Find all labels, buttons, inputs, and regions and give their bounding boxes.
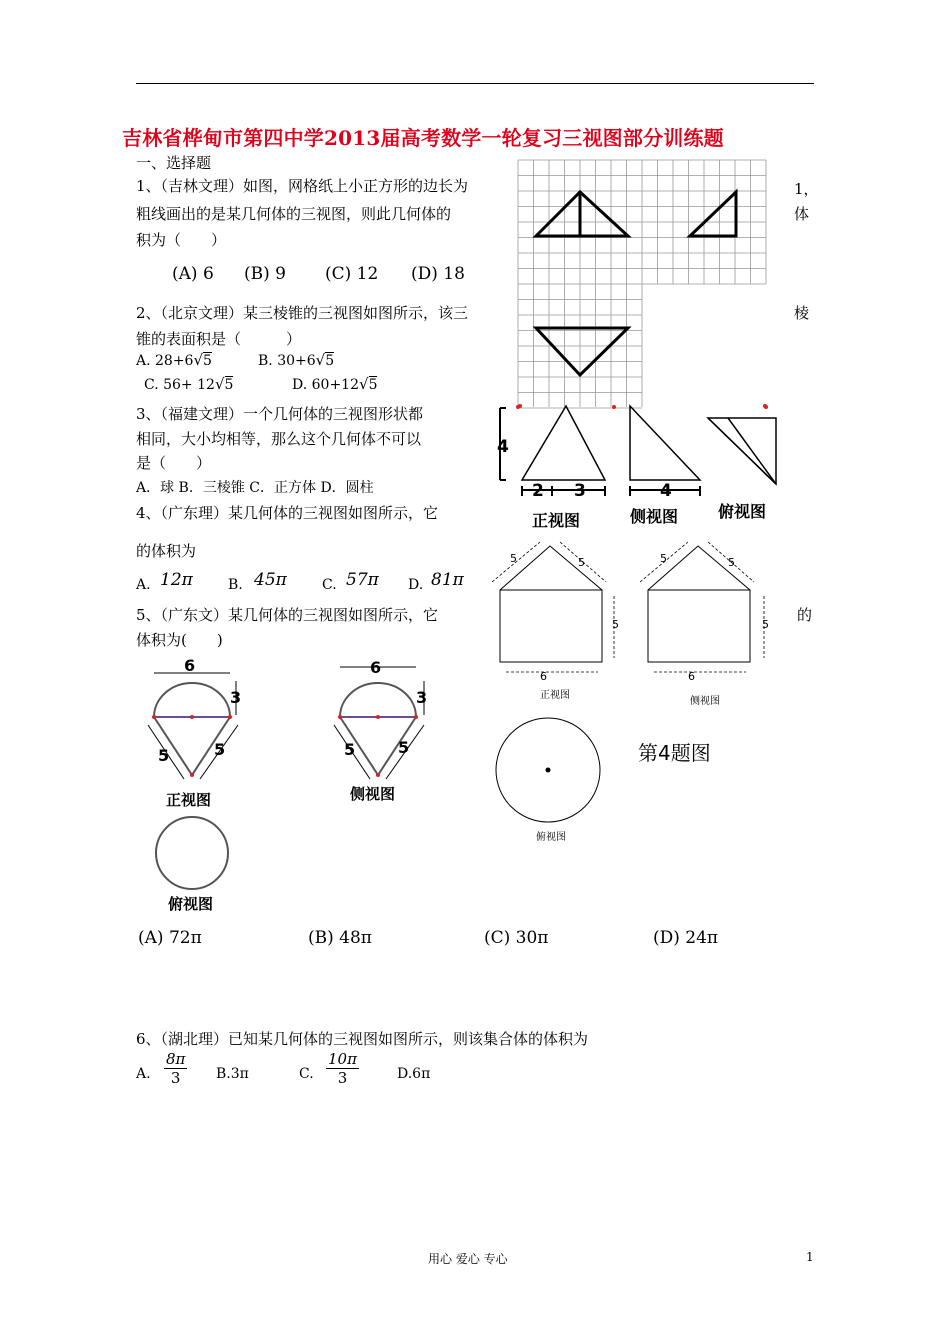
q4-front-dim-left: 5 bbox=[510, 552, 517, 565]
q5-front-dim-left: 5 bbox=[158, 746, 170, 765]
q6-option-d: D.6π bbox=[397, 1066, 431, 1082]
q3-line1: 3、（福建文理）一个几何体的三视图形状都 bbox=[136, 405, 424, 423]
q5-side-dim-width: 6 bbox=[370, 658, 382, 677]
q4-side-dim-left: 5 bbox=[660, 552, 667, 565]
q1-option-d: (D) 18 bbox=[411, 264, 465, 284]
q5-line2: 体积为( ) bbox=[136, 631, 223, 649]
q1-option-a: (A) 6 bbox=[172, 264, 214, 284]
q4-front-dim-width: 6 bbox=[540, 670, 547, 683]
q6-option-c-fraction bbox=[326, 1050, 359, 1087]
q4-option-a-label: A. bbox=[136, 577, 151, 593]
q6-option-a-fraction bbox=[164, 1050, 187, 1087]
fig2-label-side: 侧视图 bbox=[630, 507, 679, 526]
q5-side-dim-right: 5 bbox=[398, 738, 410, 757]
q4-option-c-label: C. bbox=[322, 577, 337, 593]
q5-label-front: 正视图 bbox=[166, 791, 212, 809]
q5-line1: 5、（广东文）某几何体的三视图如图所示，它 bbox=[136, 606, 439, 624]
q4-option-d-label: D. bbox=[408, 577, 424, 593]
q4-front-dim-height: 5 bbox=[612, 618, 619, 631]
q4-front-dim-right: 5 bbox=[578, 556, 585, 569]
q1-grid-figure bbox=[518, 160, 788, 410]
q5-line1-end: 的 bbox=[797, 606, 813, 624]
fig2-dim-left: 2 bbox=[532, 481, 544, 501]
q6-frac-a-den: 3 bbox=[170, 1069, 181, 1087]
q4-option-c: 57π bbox=[346, 570, 379, 590]
q6-line1: 6、（湖北理）已知某几何体的三视图如图所示，则该集合体的体积为 bbox=[136, 1030, 589, 1048]
q2-line1: 2、（北京文理）某三棱锥的三视图如图所示，该三 bbox=[136, 304, 469, 322]
fig2-dim-height: 4 bbox=[497, 437, 509, 457]
q2-three-view-figure bbox=[490, 400, 790, 535]
q6-option-b: B.3π bbox=[216, 1066, 249, 1082]
q4-side-dim-height: 5 bbox=[762, 618, 769, 631]
q6-frac-c-num: 10π bbox=[328, 1050, 357, 1068]
q5-side-dim-left: 5 bbox=[344, 740, 356, 759]
q5-front-dim-right: 5 bbox=[214, 740, 226, 759]
q5-side-dim-height: 3 bbox=[416, 688, 428, 707]
q4-option-b-label: B. bbox=[228, 577, 243, 593]
q1-line2-end: 体 bbox=[794, 205, 810, 223]
q2-option-c: C. 56+ 12√5 bbox=[144, 375, 234, 393]
q5-option-c: (C) 30π bbox=[484, 928, 549, 948]
q5-label-side: 侧视图 bbox=[350, 785, 396, 803]
fig2-dim-side: 4 bbox=[660, 481, 672, 501]
q5-label-top: 俯视图 bbox=[168, 895, 214, 913]
q5-three-view-figure bbox=[140, 655, 440, 915]
q6-option-a-label: A. bbox=[136, 1066, 151, 1082]
page-number: 1 bbox=[806, 1250, 814, 1264]
q4-option-d: 81π bbox=[431, 570, 464, 590]
q4-label-top: 俯视图 bbox=[536, 832, 566, 843]
q1-option-b: (B) 9 bbox=[244, 264, 286, 284]
q4-label-side: 侧视图 bbox=[690, 696, 720, 707]
q5-front-dim-width: 6 bbox=[184, 656, 196, 675]
q5-option-b: (B) 48π bbox=[308, 928, 372, 948]
q5-front-dim-height: 3 bbox=[230, 688, 242, 707]
q2-option-d: D. 60+12√5 bbox=[292, 375, 378, 393]
q6-option-c-label: C. bbox=[299, 1066, 314, 1082]
q3-line3: 是（ ） bbox=[136, 454, 212, 472]
q2-line2: 锥的表面积是（ ） bbox=[136, 330, 302, 348]
q1-line3: 积为（ ） bbox=[136, 231, 227, 249]
q6-frac-a-num: 8π bbox=[166, 1050, 186, 1068]
q1-option-c: (C) 12 bbox=[325, 264, 379, 284]
q2-option-a: A. 28+6√5 bbox=[136, 351, 212, 369]
footer-slogan: 用心 爱心 专心 bbox=[428, 1252, 508, 1266]
q4-option-a: 12π bbox=[160, 570, 193, 590]
q1-line1-end: 1， bbox=[794, 180, 819, 198]
header-rule bbox=[136, 83, 814, 84]
fig2-dim-right: 3 bbox=[574, 481, 586, 501]
q6-frac-c-den: 3 bbox=[337, 1069, 348, 1087]
q4-line2: 的体积为 bbox=[136, 542, 197, 560]
q4-label-front: 正视图 bbox=[540, 690, 570, 701]
section-heading: 一、选择题 bbox=[136, 154, 212, 172]
q4-figure-caption: 第4题图 bbox=[638, 741, 711, 765]
q4-side-dim-width: 6 bbox=[688, 670, 695, 683]
q2-option-b: B. 30+6√5 bbox=[258, 351, 335, 369]
q1-line1: 1、（吉林文理）如图，网格纸上小正方形的边长为 bbox=[136, 177, 469, 195]
q3-line2: 相同，大小均相等，那么这个几何体不可以 bbox=[136, 430, 422, 448]
q5-option-a: (A) 72π bbox=[138, 928, 202, 948]
q3-options: A．球 B．三棱锥 C．正方体 D．圆柱 bbox=[136, 480, 374, 496]
q4-three-view-figure bbox=[488, 538, 788, 848]
page-title: 吉林省桦甸市第四中学2013届高考数学一轮复习三视图部分训练题 bbox=[122, 126, 724, 150]
q4-option-b: 45π bbox=[254, 570, 287, 590]
fig2-label-top: 俯视图 bbox=[718, 502, 767, 521]
q5-option-d: (D) 24π bbox=[653, 928, 719, 948]
fig2-label-front: 正视图 bbox=[532, 511, 581, 530]
q1-line2: 粗线画出的是某几何体的三视图，则此几何体的 bbox=[136, 205, 452, 223]
q2-line1-end: 棱 bbox=[794, 304, 810, 322]
q4-side-dim-right: 5 bbox=[728, 556, 735, 569]
q4-line1: 4、（广东理）某几何体的三视图如图所示，它 bbox=[136, 504, 439, 522]
